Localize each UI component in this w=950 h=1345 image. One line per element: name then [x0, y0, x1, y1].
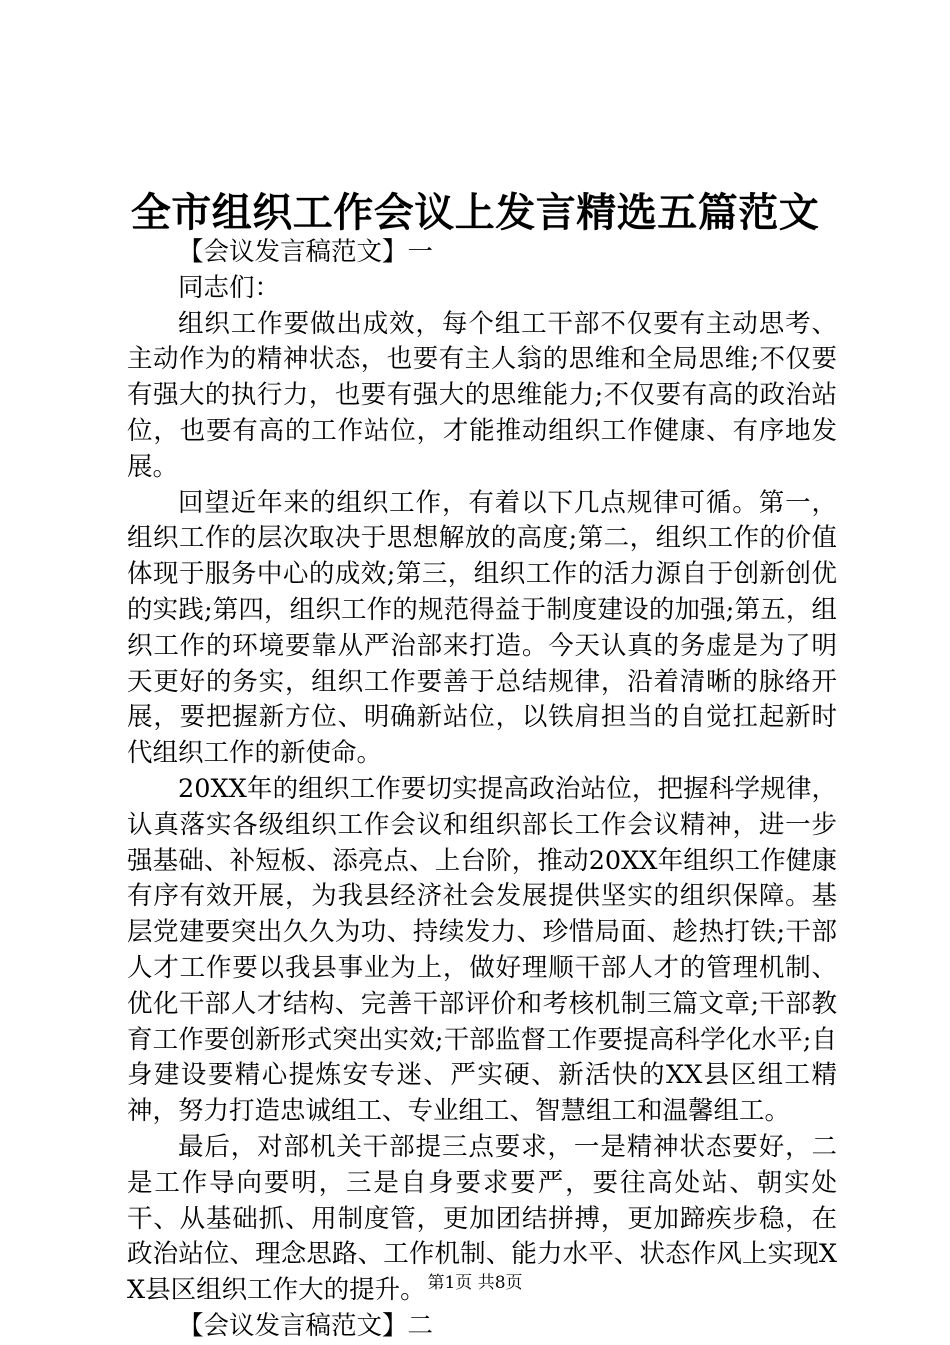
paragraph: 组织工作要做出成效，每个组工干部不仅要有主动思考、主动作为的精神状态，也要有主人翁的思维和全局思维;不仅要有强大的执行力，也要有强大的思维能力;不仅要有高的政治站位，也要有高的工作站位，才能推动组织工作健康、有序地发展。 [127, 308, 837, 482]
section-heading-1: 【会议发言稿范文】一 [178, 237, 434, 267]
page-number-footer: 第1页 共8页 [427, 1273, 523, 1293]
document-body [127, 235, 837, 1345]
paragraph: 回望近年来的组织工作，有着以下几点规律可循。第一，组织工作的层次取决于思想解放的高度;第二，组织工作的价值体现于服务中心的成效;第三，组织工作的活力源自于创新创优的实践;第四，组织工作的规范得益于制度建设的加强;第五，组织工作的环境要靠从严治部来打造。今天认真的务虚是为了明天更好的务实，组织工作要善于总结规律，沿着清晰的脉络开展，要把握新方位、明确新站位，以铁肩担当的自觉扛起新时代组织工作的新使命。 [127, 487, 837, 769]
section-heading-2: 【会议发言稿范文】二 [178, 1310, 434, 1341]
paragraph: 20XX年的组织工作要切实提高政治站位，把握科学规律，认真落实各级组织工作会议和组织部长工作会议精神，进一步强基础、补短板、添亮点、上台阶，推动20XX年组织工作健康有序有效开展，为我县经济社会发展提供坚实的组织保障。基层党建要突出久久为功、持续发力、珍惜局面、趁热打铁;干部人才工作要以我县事业为上，做好理顺干部人才的管理机制、优化干部人才结构、完善干部评价和考核机制三篇文章;干部教育工作要创新形式突出实效;干部监督工作要提高科学化水平;自身建设要精心提炼安专迷、严实硬、新活快的XX县区组工精神，努力打造忠诚组工、专业组工、智慧组工和温馨组工。 [127, 773, 837, 1127]
salutation: 同志们： [178, 272, 281, 303]
document-title: 全市组织工作会议上发言精选五篇范文 [130, 189, 820, 236]
paragraph: 最后，对部机关干部提三点要求，一是精神状态要好，二是工作导向要明，三是自身要求要严，要往高处站、朝实处干、从基础抓、用制度管，更加团结拼搏，更加蹄疾步稳，在政治站位、理念思路、工作机制、能力水平、状态作风上实现XX县区组织工作大的提升。 [127, 1131, 837, 1306]
